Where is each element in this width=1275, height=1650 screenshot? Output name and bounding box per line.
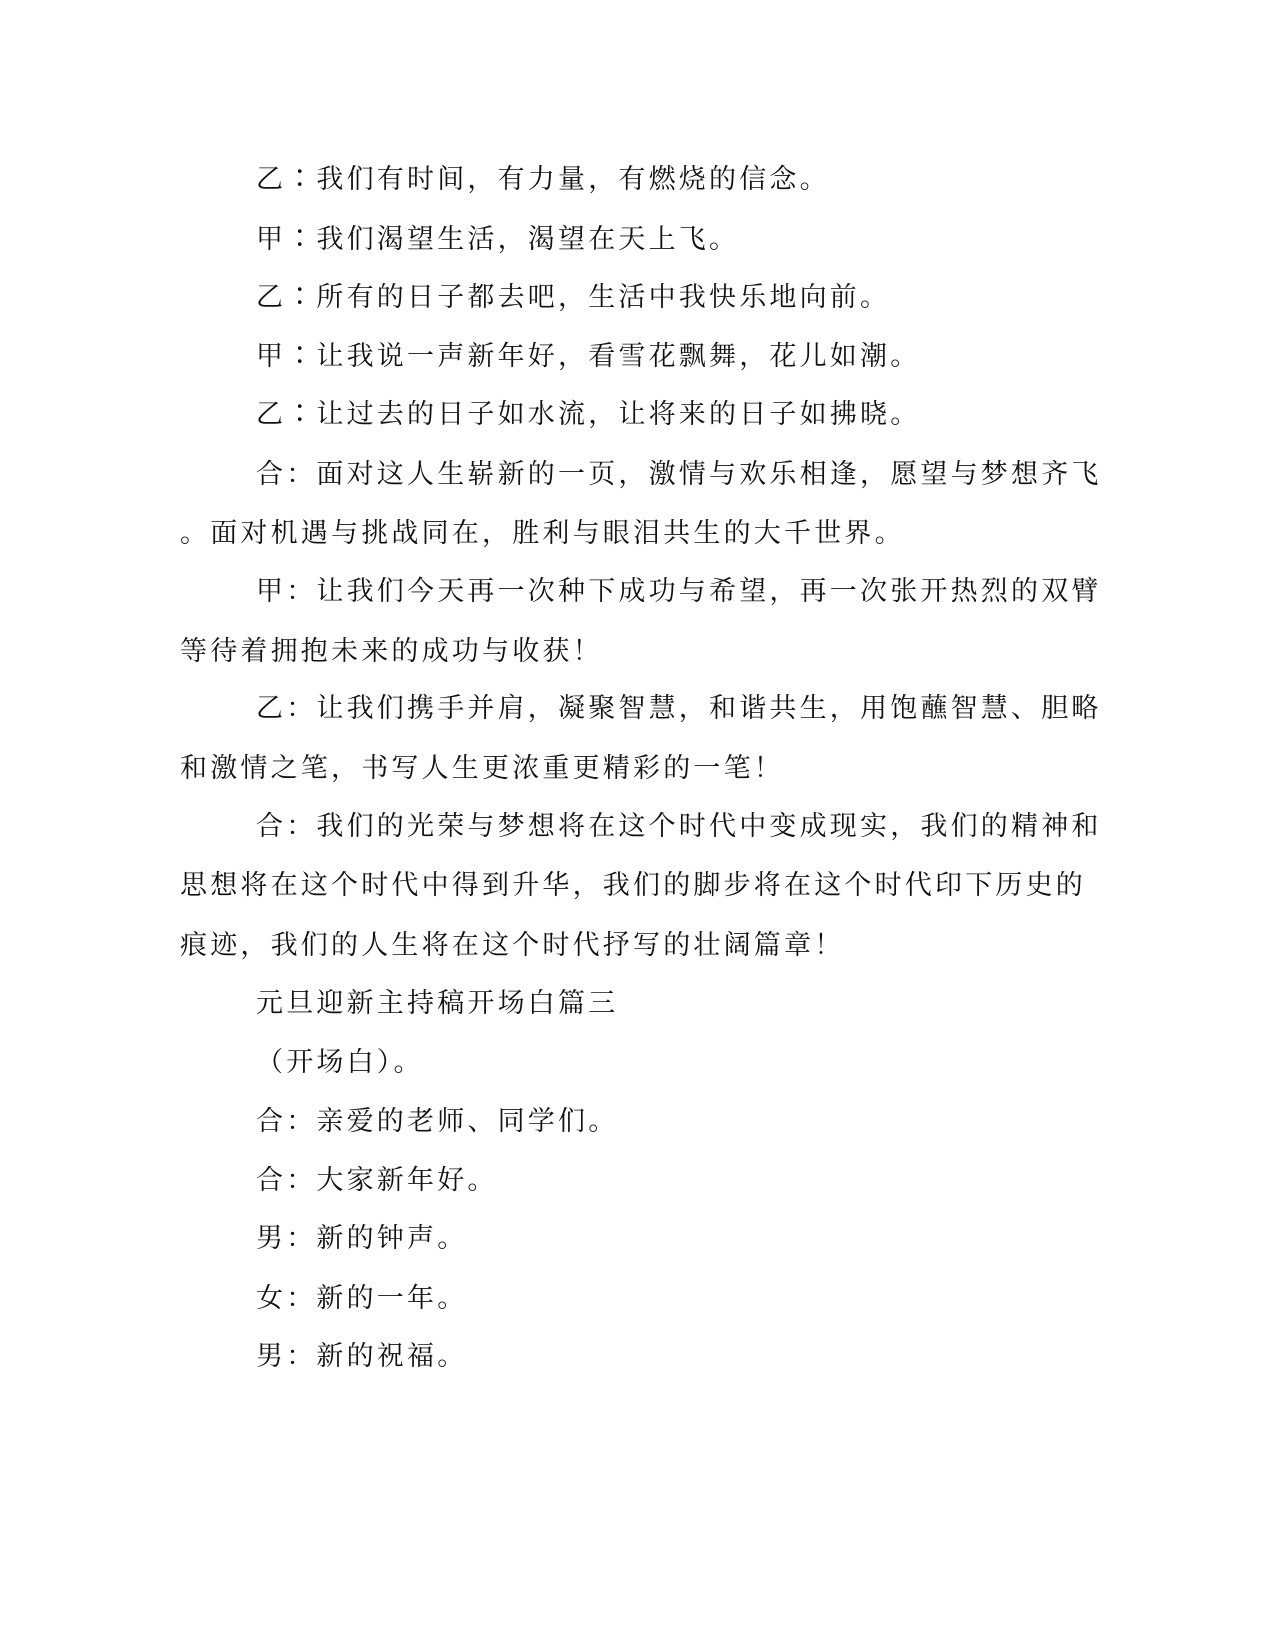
text-line: 乙：让我们携手并肩，凝聚智慧，和谐共生，用饱蘸智慧、胆略: [256, 693, 1102, 724]
text-line: 等待着拥抱未来的成功与收获！: [180, 636, 603, 667]
text-line: 女：新的一年。: [256, 1283, 468, 1314]
text-line: 甲∶让我说一声新年好，看雪花飘舞，花儿如潮。: [256, 341, 921, 372]
text-line: 男：新的钟声。: [256, 1223, 468, 1254]
text-line: 合：我们的光荣与梦想将在这个时代中变成现实，我们的精神和: [256, 811, 1102, 842]
text-line: 合：大家新年好。: [256, 1165, 498, 1196]
text-line: 合：面对这人生崭新的一页，激情与欢乐相逢，愿望与梦想齐飞: [256, 459, 1102, 490]
text-line: 甲∶我们渴望生活，渴望在天上飞。: [256, 224, 740, 255]
text-line: 合：亲爱的老师、同学们。: [256, 1106, 619, 1137]
text-line: 乙∶让过去的日子如水流，让将来的日子如拂晓。: [256, 399, 921, 430]
text-line: 和激情之笔，书写人生更浓重更精彩的一笔！: [180, 753, 784, 784]
text-line: 痕迹，我们的人生将在这个时代抒写的壮阔篇章！: [180, 930, 845, 961]
text-line: 男：新的祝福。: [256, 1341, 468, 1372]
text-line: 甲：让我们今天再一次种下成功与希望，再一次张开热烈的双臂: [256, 576, 1102, 607]
text-line: 思想将在这个时代中得到升华，我们的脚步将在这个时代印下历史的: [180, 870, 1086, 901]
section-heading: 元旦迎新主持稿开场白篇三: [256, 988, 619, 1019]
text-line: 。面对机遇与挑战同在，胜利与眼泪共生的大千世界。: [180, 518, 905, 549]
text-line: 乙∶我们有时间，有力量，有燃烧的信念。: [256, 164, 830, 195]
text-line: 乙∶所有的日子都去吧，生活中我快乐地向前。: [256, 282, 891, 313]
text-line: （开场白）。: [256, 1047, 424, 1078]
